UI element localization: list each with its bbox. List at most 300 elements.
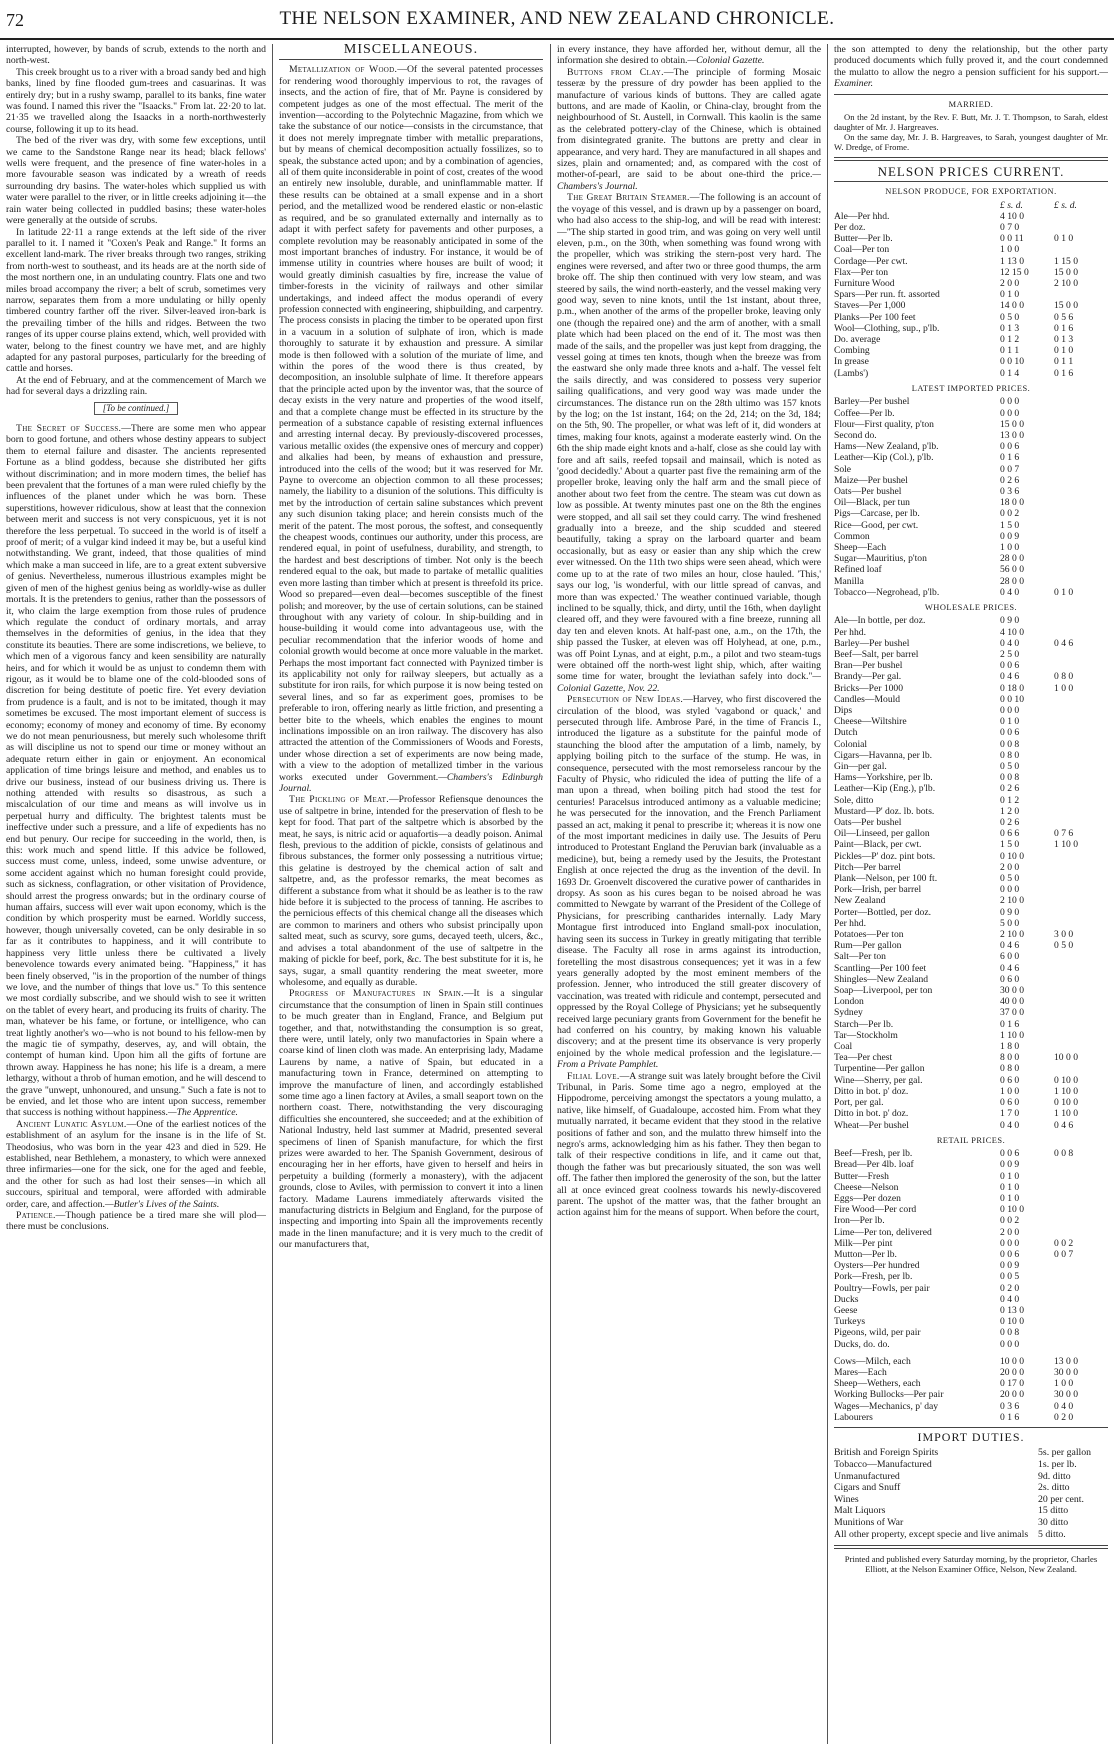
item-name: Iron—Per lb. xyxy=(834,1215,885,1227)
price-low: 15 0 0 xyxy=(1000,418,1024,430)
item-name: Lime—Per ton, delivered xyxy=(834,1226,932,1238)
price-row xyxy=(834,1471,1108,1483)
price-low: 0 6 6 xyxy=(1000,828,1020,840)
price-row xyxy=(834,1063,1108,1074)
price-low: 2 5 0 xyxy=(1000,648,1020,660)
price-high: 0 4 6 xyxy=(1054,1119,1074,1131)
price-row xyxy=(834,806,1108,817)
price-low: 18 0 0 xyxy=(1000,497,1024,509)
price-high xyxy=(1054,1063,1108,1074)
item-name: Brandy—Per gal. xyxy=(834,671,902,683)
item-name: British and Foreign Spirits xyxy=(834,1447,939,1459)
price-low: 1 5 0 xyxy=(1000,839,1020,851)
price-low: 0 2 6 xyxy=(1000,474,1020,486)
price-high: 0 10 0 xyxy=(1054,1074,1078,1086)
price-low: 0 5 0 xyxy=(1000,873,1020,885)
item-name: Beef—Salt, per barrel xyxy=(834,648,919,660)
price-high xyxy=(1054,1339,1108,1350)
price-row xyxy=(834,963,1108,974)
price-row xyxy=(834,951,1108,962)
price-row xyxy=(834,1356,1108,1367)
money-header-label: £ s. d. xyxy=(1054,199,1077,211)
article-body: —The principle of forming Mosaic tesseræ by the pressure of dry powder has been applied to the manufacture of various kinds of buttons. They are called agate buttons, and are made of Kaolin, or China-clay, brought from the neighbourhood of St. Austell, in Cornwall. This kaolin is the same as the celebrated pottery-clay of the Chinese, which is obtained from disintegrated granite. The buttons are pretty and clear in appearance, and very hard. They are manufactured in all shapes and sizes, plain and ornamented; and, as compared with the cost of mother-of-pearl, are said to be about one-third the price. xyxy=(557,66,821,181)
price-row xyxy=(834,1052,1108,1063)
price-low: 1 0 0 xyxy=(1000,244,1020,256)
item-name: Pigeons, wild, per pair xyxy=(834,1327,921,1339)
price-high xyxy=(1054,564,1108,575)
article-title: Ancient Lunatic Asylum. xyxy=(16,1118,127,1130)
price-low: 0 1 6 xyxy=(1000,1018,1020,1030)
livestock-price-table xyxy=(834,1356,1108,1423)
price-row xyxy=(834,1030,1108,1041)
price-low: 0 0 8 xyxy=(1000,1327,1020,1339)
price-row xyxy=(834,795,1108,806)
price-high xyxy=(1054,996,1108,1007)
price-low: 0 7 0 xyxy=(1000,222,1020,234)
article-source: —Butler's Lives of the Saints. xyxy=(104,1198,220,1210)
price-high: 2 10 0 xyxy=(1054,278,1078,290)
price-low: 0 0 0 xyxy=(1000,407,1020,419)
article-title: The Pickling of Meat. xyxy=(289,794,389,806)
price-low: 0 0 7 xyxy=(1000,463,1020,475)
divider xyxy=(279,59,543,60)
price-row xyxy=(834,497,1108,508)
item-name: Staves—Per 1,000 xyxy=(834,300,906,312)
price-low: 0 4 6 xyxy=(1000,962,1020,974)
item-name: Wages—Mechanics, p' day xyxy=(834,1400,939,1412)
price-high xyxy=(1054,1215,1108,1226)
price-low: 20 per cent. xyxy=(1038,1493,1084,1505)
price-high: 0 0 2 xyxy=(1054,1237,1074,1249)
price-low: 20 0 0 xyxy=(1000,1389,1024,1401)
price-row xyxy=(834,1283,1108,1294)
article-body: —One of the earliest notices of the establishment of an asylum for the insane is in the life of St. Theodosius, who was born in the year 423 and died in 529. He established, near Bethlehem, a monastery, to which were annexed three infirmaries—one for the sick, one for the aged and feeble, and the other for such as had lost their senses—in which all succours, spiritual and temporal, were afforded with admirable order, care, and affection. xyxy=(6,1118,266,1210)
price-low: 0 10 0 xyxy=(1000,1316,1024,1328)
price-low: 0 0 6 xyxy=(1000,727,1020,739)
item-name: In grease xyxy=(834,356,869,368)
price-low: 0 2 6 xyxy=(1000,817,1020,829)
price-high: 1 0 0 xyxy=(1054,1378,1074,1390)
item-name: Second do. xyxy=(834,429,877,441)
price-high xyxy=(1054,1171,1108,1182)
paragraph: In latitude 22·11 a range extends at the left side of the river parallel to it. I named it "Coxen's Peak and Range." It forms an excellent land-mark. The river breaks through two ranges, striking from north-west to southeast, and its heads are at the north side of the most northern one, in an undulating country. Flats one and two miles broad accompany the river; a belt of scrub, sometimes very narrow, separates them from a more undulating or hilly openly timbered country farther off the river. Silver-leaved iron-bark is the prevailing timber of the hills and ridges. Between the two ranges of its upper course plains extend, which, well provided with water, belong to the finest country we have met, and are highly adapted for any pastoral purposes, particularly for the breeding of cattle and horses. xyxy=(6,226,266,375)
price-low: 0 1 2 xyxy=(1000,334,1020,346)
article-source: —Chambers's Edinburgh Journal. xyxy=(279,771,543,794)
item-name: Butter—Fresh xyxy=(834,1170,889,1182)
price-high xyxy=(1054,441,1108,452)
price-low: 8 0 0 xyxy=(1000,1052,1020,1064)
item-name: Pork—Fresh, per lb. xyxy=(834,1271,913,1283)
item-name: Soap—Liverpool, per ton xyxy=(834,985,933,997)
price-row xyxy=(834,1075,1108,1086)
price-low: 0 9 0 xyxy=(1000,906,1020,918)
price-low: 0 1 6 xyxy=(1000,1411,1020,1423)
price-row xyxy=(834,1120,1108,1131)
item-name: (Lambs') xyxy=(834,367,869,379)
price-high xyxy=(1054,884,1108,895)
imprint: Printed and published every Saturday morning, by the proprietor, Charles Elliott, at the Nelson Examiner Office, Nelson, New Zealand. xyxy=(844,1554,1098,1575)
price-row xyxy=(834,1505,1108,1517)
price-low: 0 1 4 xyxy=(1000,367,1020,379)
price-low: 1 7 0 xyxy=(1000,1108,1020,1120)
item-name: Ducks xyxy=(834,1293,859,1305)
column-rule xyxy=(550,44,551,1744)
price-row xyxy=(834,660,1108,671)
price-row xyxy=(834,1148,1108,1159)
price-low: 0 0 8 xyxy=(1000,772,1020,784)
item-name: Ducks, do. do. xyxy=(834,1338,890,1350)
price-row xyxy=(834,750,1108,761)
price-high xyxy=(1054,1294,1108,1305)
price-high xyxy=(1054,464,1108,475)
item-name: Geese xyxy=(834,1304,858,1316)
price-low: 0 1 0 xyxy=(1000,1181,1020,1193)
price-low: 6 0 0 xyxy=(1000,951,1020,963)
price-high: 0 0 7 xyxy=(1054,1248,1074,1260)
price-low: 0 0 6 xyxy=(1000,1148,1020,1160)
price-high xyxy=(1054,918,1108,929)
price-low: 1s. per lb. xyxy=(1038,1458,1077,1470)
price-row xyxy=(834,1447,1108,1459)
price-row xyxy=(834,211,1108,222)
article-secret-of-success xyxy=(6,423,266,1119)
price-high xyxy=(1054,1182,1108,1193)
price-row xyxy=(834,873,1108,884)
price-row xyxy=(834,334,1108,345)
price-high: 0 4 6 xyxy=(1054,637,1074,649)
price-high xyxy=(1054,660,1108,671)
item-name: Bread—Per 4lb. loaf xyxy=(834,1159,914,1171)
item-name: Dutch xyxy=(834,727,858,739)
price-low: 5 0 0 xyxy=(1000,917,1020,929)
price-low: 0 18 0 xyxy=(1000,682,1024,694)
item-name: Tobacco—Manufactured xyxy=(834,1458,932,1470)
price-row xyxy=(834,408,1108,419)
article-manufactures-in-spain xyxy=(279,988,543,1250)
price-high xyxy=(1054,1271,1108,1282)
price-high xyxy=(1054,727,1108,738)
price-row xyxy=(834,1412,1108,1423)
price-row xyxy=(834,817,1108,828)
item-name: Spars—Per run. ft. assorted xyxy=(834,289,940,301)
price-row xyxy=(834,564,1108,575)
price-low: 0 8 0 xyxy=(1000,1063,1020,1075)
item-name: Unmanufactured xyxy=(834,1470,900,1482)
item-name: Per hhd. xyxy=(834,626,866,638)
article-title: Patience. xyxy=(16,1210,56,1222)
article-persecution-of-new-ideas xyxy=(557,694,821,1070)
price-low: 2 0 0 xyxy=(1000,861,1020,873)
price-low: 0 1 0 xyxy=(1000,289,1020,301)
item-name: Do. average xyxy=(834,334,881,346)
price-low: 40 0 0 xyxy=(1000,996,1024,1008)
price-low: 0 4 0 xyxy=(1000,586,1020,598)
column-4 xyxy=(834,44,1108,1744)
item-name: Rum—Per gallon xyxy=(834,940,902,952)
item-name: Sole, ditto xyxy=(834,794,874,806)
price-row xyxy=(834,1401,1108,1412)
item-name: Flour—First quality, p'ton xyxy=(834,418,934,430)
item-name: Turkeys xyxy=(834,1316,866,1328)
item-name: Port, per gal. xyxy=(834,1097,884,1109)
item-name: Eggs—Per dozen xyxy=(834,1192,901,1204)
price-low: 4 10 0 xyxy=(1000,626,1024,638)
price-row xyxy=(834,974,1108,985)
price-high xyxy=(1054,244,1108,255)
price-row xyxy=(834,694,1108,705)
article-body: —A strange suit was lately brought before the Civil Tribunal, in Paris. Some time ago a negro, employed at the Hippodrome, perceiving amongst the spectators a young mulatto, a native, like himself, of Guadaloupe, accosted him. From what they mutually narrated, it became evident that they stood in the relative positions of father and son, and the mulatto threw himself into the negro's arms, acknowledging him as his father. They then began to talk of their respective conditions in life, and it came out that, though the father was but precariously situated, the son was well off. The father then implored the generosity of the son, but the latter all at once evinced great coolness towards his newly-discovered parent. The upshot of the matter was, that the father brought an action against him for the means of support. When before the court, xyxy=(557,1070,821,1219)
article-source: —Colonial Gazette, Nov. 22. xyxy=(557,671,821,694)
price-row xyxy=(834,1238,1108,1249)
item-name: Gin—per gal. xyxy=(834,761,887,772)
price-high xyxy=(1054,211,1108,222)
price-high xyxy=(1054,497,1108,508)
price-row xyxy=(834,1305,1108,1316)
item-name: Tea—Per chest xyxy=(834,1052,893,1064)
divider xyxy=(834,181,1108,182)
article-ancient-lunatic-asylum xyxy=(6,1119,266,1210)
price-row xyxy=(834,244,1108,255)
article-pickling-of-meat xyxy=(279,794,543,988)
price-row xyxy=(834,1215,1108,1226)
price-high: 0 7 6 xyxy=(1054,828,1074,840)
price-row xyxy=(834,1316,1108,1327)
price-row xyxy=(834,1249,1108,1260)
price-high xyxy=(1054,895,1108,906)
item-name: Coffee—Per lb. xyxy=(834,407,895,419)
price-low: 37 0 0 xyxy=(1000,1007,1024,1019)
price-row xyxy=(834,587,1108,598)
item-name: Porter—Bottled, per doz. xyxy=(834,906,931,918)
item-name: Colonial xyxy=(834,738,868,750)
article-body: —The following is an account of the voyage of this vessel, and is drawn up by a passenger on board, who had also access to the ship-log, and will be read with interest:—"The ship started in good trim, and was going on very well until eleven, p.m., on the 30th, when something was found wrong with the propeller, which was striking the stern-post very hard. The engines were reversed, and after two or three good thumps, the arm broke off. The ship then continued with very low steam, and was steered by sails, the wind north-easterly, and the vessel making very good way, seven to nine knots, until the 1st instant, about three, p.m., when another of the arms of the propeller broke, leaving only one (though the repaired one) and the arm of another, with a small plate which had been placed on the end of it. The most was then made of the sails, and the propeller was just kept from dragging, the vessel going at times ten knots, though when the breeze was from the eastward she only made three knots and a-half. The vessel felt the sails directly, and was considered to possess very superior sailing qualifications, and very good way was made under the circumstances. The distance run on the 28th ultimo was 157 knots by the log; on the 1st instant, 164; on the 2d, 214; on the 3d, 184; on the 5th, 90. The propeller, or what was left of it, did wonders at times, making four knots, against a moderate easterly wind. On the 6th the ship made eight knots and a-half, close as she could lay with fore and aft sails, reefed topsail and mainsail, which is noted as 'good decidedly.' About a quarter past five the remaining arm of the propeller broke, leaving only the half arm and the small piece of another about two feet from the centre. The steam was cut down as low as possible. At twenty minutes past one on the 8th the engines were stopped, and all sail set they could carry. The wind freshened gradually into a breeze, and the ship scudded and steered beautifully, taking a spray on the larboard quarter and beam occasionally, but as easy or easier than any ship which the crew ever witnessed. On the 11th two ships were seen ahead, which were come up to at the rate of two miles an hour, close hauled. 'This,' says our log, 'is wonderful, with our little spread of canvas, and more than was expected.' The weather continued variable, though inclined to be squally, thick, and dirty, until the 16th, when daylight cleared off, and they were favoured with a fine breeze, running all day ten and eleven knots. At half-past one, a.m., on the 17th, the ship passed the Tusker, at eleven was off Holyhead, at one, p.m., was off Point Lynas, and at eight, p.m., a pilot and two steam-tugs were obtained off the north-west light ship, which, after waiting some time for water, brought the leviathan safely into dock." xyxy=(557,192,821,683)
price-low: 0 0 9 xyxy=(1000,1159,1020,1171)
retail-heading: RETAIL PRICES. xyxy=(936,1135,1006,1145)
price-high: 1 15 0 xyxy=(1054,255,1078,267)
item-name: Mutton—Per lb. xyxy=(834,1248,897,1260)
price-row xyxy=(834,452,1108,463)
price-low: 1 10 0 xyxy=(1000,1029,1024,1041)
price-row xyxy=(834,222,1108,233)
money-header xyxy=(834,200,1108,211)
price-low: 20 0 0 xyxy=(1000,1366,1024,1378)
price-low: 0 8 0 xyxy=(1000,749,1020,761)
price-row xyxy=(834,1482,1108,1494)
item-name: Rice—Good, per cwt. xyxy=(834,519,919,531)
price-row xyxy=(834,929,1108,940)
price-high: 0 1 0 xyxy=(1054,233,1074,245)
price-low: 0 0 2 xyxy=(1000,1215,1020,1227)
item-name: Cows—Milch, each xyxy=(834,1355,911,1367)
price-low: 0 0 0 xyxy=(1000,396,1020,408)
price-high xyxy=(1054,705,1108,716)
wholesale-heading: WHOLESALE PRICES. xyxy=(924,602,1018,612)
item-name: Malt Liquors xyxy=(834,1505,886,1517)
price-row xyxy=(834,1271,1108,1282)
imported-heading: LATEST IMPORTED PRICES. xyxy=(911,383,1031,393)
item-name: Scantling—Per 100 feet xyxy=(834,962,927,974)
article-source: —Examiner. xyxy=(834,66,1108,90)
item-name: Planks—Per 100 feet xyxy=(834,311,916,323)
price-low: 0 0 2 xyxy=(1000,508,1020,520)
article-title: Progress of Manufactures in Spain. xyxy=(289,988,464,1000)
item-name: Maize—Per bushel xyxy=(834,474,908,486)
price-high xyxy=(1054,430,1108,441)
price-row xyxy=(834,1378,1108,1389)
retail-price-table xyxy=(834,1148,1108,1350)
item-name: Ale—In bottle, per doz. xyxy=(834,615,926,627)
price-low: 28 0 0 xyxy=(1000,575,1024,587)
price-low: 0 0 0 xyxy=(1000,1237,1020,1249)
price-high: 0 4 0 xyxy=(1054,1400,1074,1412)
item-name: Plank—Nelson, per 100 ft. xyxy=(834,873,938,885)
price-row xyxy=(834,542,1108,553)
price-row xyxy=(834,627,1108,638)
price-low: 30 0 0 xyxy=(1000,985,1024,997)
price-low: 0 6 0 xyxy=(1000,973,1020,985)
price-low: 2s. ditto xyxy=(1038,1482,1070,1494)
price-row xyxy=(834,368,1108,379)
article-source: —From a Private Pamphlet. xyxy=(557,1047,821,1071)
price-row xyxy=(834,256,1108,267)
price-high xyxy=(1054,289,1108,300)
import-duties-table xyxy=(834,1447,1108,1540)
price-low: 0 0 9 xyxy=(1000,1260,1020,1272)
price-row xyxy=(834,1204,1108,1215)
article-body: —Professor Refiensque denounces the use of saltpetre in brine, intended for the preservation of flesh to be kept for food. That part of the saltpetre which is absorbed by the meat, he says, is nitric acid or aquafortis—a deadly poison. Animal flesh, previous to the addition of pickle, consists of gelatinous and fibrous substances, the former only possessing a nutritious virtue; this gelatine is destroyed by the chemical action of salt and saltpetre, and, as the professor remarks, the meat becomes as different a substance from what it should be as leather is to the raw hide before it is subjected to the process of tanning. He ascribes to the pernicious effects of this chemical change all the diseases which are common to mariners and others who subsist principally upon salted meat, such as scurvy, sore gums, decayed teeth, ulcers, &c., and advises a total abandonment of the use of saltpetre in the making of pickle for beef, pork, &c. The best substitute for it is, he says, sugar, a small quantity rendering the meat sweeter, more wholesome, and equally as durable. xyxy=(279,794,543,988)
divider xyxy=(834,94,1108,95)
price-row xyxy=(834,1294,1108,1305)
price-high xyxy=(1054,576,1108,587)
price-high xyxy=(1054,1019,1108,1030)
price-high xyxy=(1054,508,1108,519)
article-continued xyxy=(834,44,1108,90)
item-name: Tobacco—Negrohead, p'lb. xyxy=(834,586,940,598)
price-high: 15 0 0 xyxy=(1054,266,1078,278)
item-name: Cheese—Wiltshire xyxy=(834,716,907,728)
price-high xyxy=(1054,963,1108,974)
item-name: Leather—Kip (Col.), p'lb. xyxy=(834,452,934,464)
price-high xyxy=(1054,627,1108,638)
article-body: in every instance, they have afforded her, without demur, all the information she desired to obtain. xyxy=(557,44,821,67)
price-row xyxy=(834,1086,1108,1097)
price-row xyxy=(834,1517,1108,1529)
price-row xyxy=(834,1108,1108,1119)
item-name: Beef—Fresh, per lb. xyxy=(834,1148,913,1160)
price-row xyxy=(834,289,1108,300)
item-name: Combing xyxy=(834,345,870,357)
item-name: Working Bullocks—Per pair xyxy=(834,1389,944,1401)
price-row xyxy=(834,739,1108,750)
price-row xyxy=(834,1459,1108,1471)
price-row xyxy=(834,638,1108,649)
item-name: Hams—Yorkshire, per lb. xyxy=(834,772,933,784)
price-row xyxy=(834,356,1108,367)
item-name: Turpentine—Per gallon xyxy=(834,1063,925,1075)
price-row xyxy=(834,615,1108,626)
price-low: 9d. ditto xyxy=(1038,1470,1071,1482)
item-name: Fire Wood—Per cord xyxy=(834,1204,917,1216)
item-name: Cordage—Per cwt. xyxy=(834,255,908,267)
price-high: 0 5 0 xyxy=(1054,940,1074,952)
article-title: Filial Love. xyxy=(567,1070,620,1082)
price-low: 0 4 0 xyxy=(1000,1293,1020,1305)
price-row xyxy=(834,683,1108,694)
price-low: 0 17 0 xyxy=(1000,1378,1024,1390)
item-name: Sheep—Wethers, each xyxy=(834,1378,921,1390)
price-high: 30 0 0 xyxy=(1054,1389,1078,1401)
price-high xyxy=(1054,783,1108,794)
price-low: 0 0 11 xyxy=(1000,233,1024,245)
item-name: Pitch—Per barrel xyxy=(834,861,901,873)
price-low: 0 0 0 xyxy=(1000,1338,1020,1350)
article-source: —Colonial Gazette. xyxy=(687,55,765,67)
article-filial-love xyxy=(557,1071,821,1219)
item-name: Bricks—Per 1000 xyxy=(834,682,904,694)
price-high xyxy=(1054,408,1108,419)
import-duties-heading: IMPORT DUTIES. xyxy=(917,1429,1025,1444)
price-row xyxy=(834,839,1108,850)
price-row xyxy=(834,671,1108,682)
item-name: Wine—Sherry, per gal. xyxy=(834,1074,923,1086)
article-source: —The Apprentice. xyxy=(167,1107,238,1119)
column-1 xyxy=(6,44,266,1744)
price-row xyxy=(834,1260,1108,1271)
column-3 xyxy=(557,44,821,1744)
price-high: 3 0 0 xyxy=(1054,929,1074,941)
money-header-label: £ s. d. xyxy=(1000,199,1023,211)
price-high xyxy=(1054,615,1108,626)
item-name: Potatoes—Per ton xyxy=(834,929,904,941)
price-low: 0 9 0 xyxy=(1000,615,1020,627)
price-high xyxy=(1054,761,1108,772)
price-low: 0 3 6 xyxy=(1000,1400,1020,1412)
item-name: Pork—Irish, per barrel xyxy=(834,884,922,896)
price-low: 30 ditto xyxy=(1038,1516,1069,1528)
article-source: —Chambers's Journal. xyxy=(557,169,821,192)
price-low: 1 13 0 xyxy=(1000,255,1024,267)
price-low: 1 5 0 xyxy=(1000,519,1020,531)
price-low: 0 10 0 xyxy=(1000,850,1024,862)
article-title: Persecution of New Ideas. xyxy=(567,694,684,706)
price-row xyxy=(834,441,1108,452)
price-row xyxy=(834,233,1108,244)
article-great-britain-steamer xyxy=(557,192,821,694)
price-high xyxy=(1054,1283,1108,1294)
price-row xyxy=(834,1327,1108,1338)
price-low: 15 ditto xyxy=(1038,1505,1069,1517)
item-name: All other property, except specie and live animals xyxy=(834,1528,1029,1540)
price-high: 0 10 0 xyxy=(1054,1097,1078,1109)
price-row xyxy=(834,553,1108,564)
article-body: —Of the several patented processes for rendering wood thoroughly impervious to rot, the ravages of insects, and the action of fire, that of Mr. Payne is considered by competent judges as one of the most effectual. The merit of the invention—according to the Polytechnic Magazine, from which we take the substance of our notice—consists in the circumstance, that it does not merely impregnate timber with metallic preparations, but by means of chemical decomposition actually fossilizes, so to speak, the substance acted upon; and by a combination of agencies, all of them quite inconsiderable in point of cost, creates of the wood an entirely new insoluble, durable, and uninflammable matter. If these results can be obtained at a small expense and in a short period, and the metallized wood be rendered elastic or non-elastic as required, and be so granulated externally and internally as to adapt it with perfect safety for pavements and other purposes, a complete revolution may be reasonably anticipated in some of the most important branches of industry. For instance, it would be of immense utility in countries where houses are built of wood; it would greatly diminish casualties by fire, increase the value of timber-forests in the vicinity of railways and other similar undertakings, and indeed affect the modus operandi of every profession connected with engineering, shipbuilding, and carpentry. The process consists in placing the timber to be operated upon first in a vacuum in a solution of sulphate of iron, which is made thoroughly to saturate it by exhaustion and pressure. A similar mode is then followed with a solution of the muriate of lime, and within the pores of the wood there is thus created, by decomposition, an insoluble sulphate of lime. It therefore appears that the principle acted upon by the inventor was, that the source of decay exists in the very nature and properties of the wood itself, and that a complete change must be effected in its structure by the permeation of a substance capable of resisting external influences and arresting internal decay. By previously-discovered processes, various metallic oxides (the expensive ones of mercury and copper) and alkalies had been, by means of exhaustion and pressure, introduced into the cells of the wood; but it was reserved for Mr. Payne to overcome an objection common to all these processes; namely, the liability to a disunion of the solutions. This difficulty is met by the introduction of certain saline substances which prevent any such disunion taking place; and herein consists much of the merit of the patent. The most porous, the softest, and consequently the cheapest woods, continues our authority, under this process, are rendered equal, in point of usefulness, durability, and strength, to the hardest and best descriptions of timber. Not only is the beech rendered equal to the oak, but made to partake of metallic qualities even more lasting than timber which at present is threefold its price. Wood so prepared—even deal—becomes susceptible of the finest polish; and moreover, by the use of certain solutions, can be stained throughout with any variety of colour. In ship-building and in house-building it would come into advantageous use, with the peculiar recommendation that the inferior woods of home and colonial growth would become at once more valuable in the market. Perhaps the most important fact connected with Paynized timber is its applicability not only for railway sleepers, but actually as a substitute for iron rails, for which purpose it is now being tested on several lines, and so far as experiment goes, promises to be preferable to iron, offering nearly as little friction, and presenting a better bite to the wheels, which enables the engines to mount inclinations impossible on an iron railway. The discovery has also attracted the attention of the Commissioners of Woods and Forests, under whose direction a set of experiments are now being made, with a view to the adoption of metallized timber in the various works executed under Government. xyxy=(279,64,543,783)
section-heading: MISCELLANEOUS. xyxy=(343,44,479,57)
price-row xyxy=(834,649,1108,660)
item-name: Wines xyxy=(834,1493,859,1505)
article-buttons-from-clay xyxy=(557,67,821,192)
price-low: 2 0 0 xyxy=(1000,1226,1020,1238)
price-high xyxy=(1054,475,1108,486)
price-row xyxy=(834,783,1108,794)
price-high xyxy=(1054,817,1108,828)
export-price-table xyxy=(834,211,1108,379)
price-row xyxy=(834,300,1108,311)
price-row xyxy=(834,907,1108,918)
price-high: 0 1 3 xyxy=(1054,334,1074,346)
price-high xyxy=(1054,739,1108,750)
price-row xyxy=(834,716,1108,727)
article-metallization-of-wood xyxy=(279,64,543,794)
